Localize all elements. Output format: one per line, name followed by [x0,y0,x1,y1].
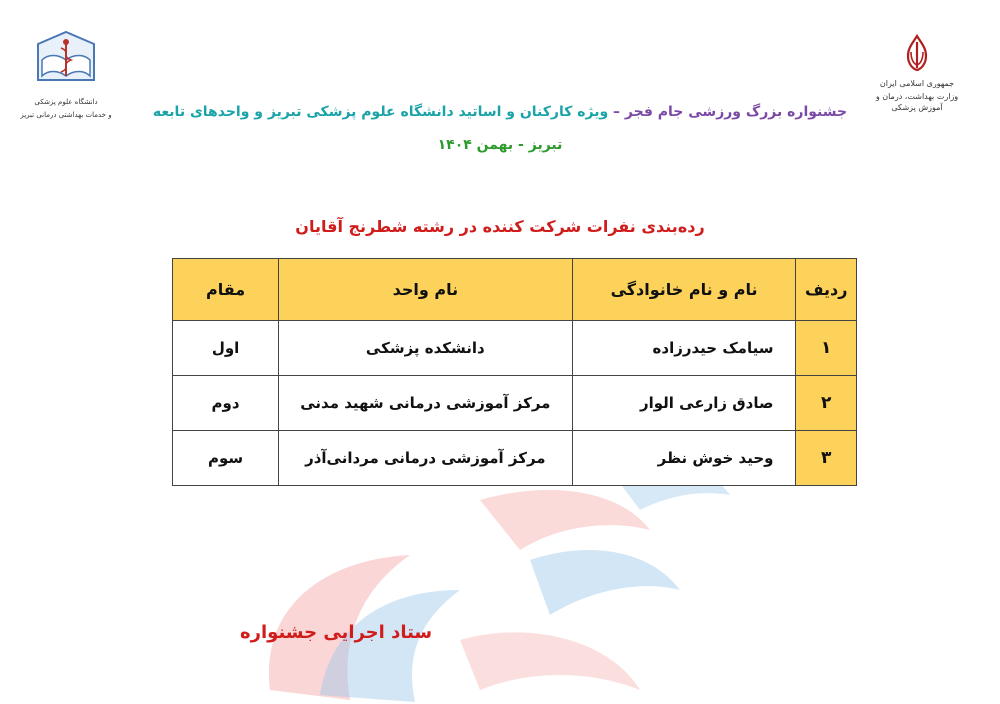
cell-radif: ۲ [796,376,857,431]
headline-part-1: جشنواره بزرگ ورزشی جام فجر – [608,104,848,120]
festival-date: تبریز - بهمن ۱۴۰۴ [437,137,563,153]
cell-rank: دوم [173,376,279,431]
cell-rank: اول [173,321,279,376]
ministry-logo [872,34,962,113]
university-logo [16,30,116,120]
cell-name: صادق زارعی الوار [572,376,796,431]
university-caption-2: و خدمات بهداشتی درمانی تبریز [20,111,112,119]
header-unit: نام واحد [279,259,572,321]
festival-headline [140,104,860,120]
cell-radif: ۱ [796,321,857,376]
ministry-caption-1: جمهوری اسلامی ایران [879,79,955,88]
cell-unit: مرکز آموزشی درمانی مردانی‌آذر [279,431,572,486]
cell-name: سیامک حیدرزاده [572,321,796,376]
iran-emblem-icon [900,34,934,72]
results-table [172,258,857,486]
cell-radif: ۳ [796,431,857,486]
university-caption-1: دانشگاه علوم پزشکی [34,98,98,106]
organizer-signature: ستاد اجرایی جشنواره [240,622,433,643]
table-header-row [173,259,857,321]
cell-name: وحید خوش نظر [572,431,796,486]
cell-unit: دانشکده پزشکی [279,321,572,376]
ministry-caption-2: وزارت بهداشت، درمان و آموزش پزشکی [875,92,959,112]
headline-part-2: ویژه کارکنان و اساتید دانشگاه علوم پزشکی تبریز و واحدهای تابعه [152,104,609,120]
table-title: رده‌بندی نفرات شرکت کننده در رشته شطرنج آقایان [295,217,705,236]
table-row [173,321,857,376]
university-emblem-icon [34,30,98,90]
cell-rank: سوم [173,431,279,486]
table-row [173,431,857,486]
header-name: نام و نام خانوادگی [572,259,796,321]
cell-unit: مرکز آموزشی درمانی شهید مدنی [279,376,572,431]
header-rank: مقام [173,259,279,321]
table-row [173,376,857,431]
header-radif: ردیف [796,259,857,321]
